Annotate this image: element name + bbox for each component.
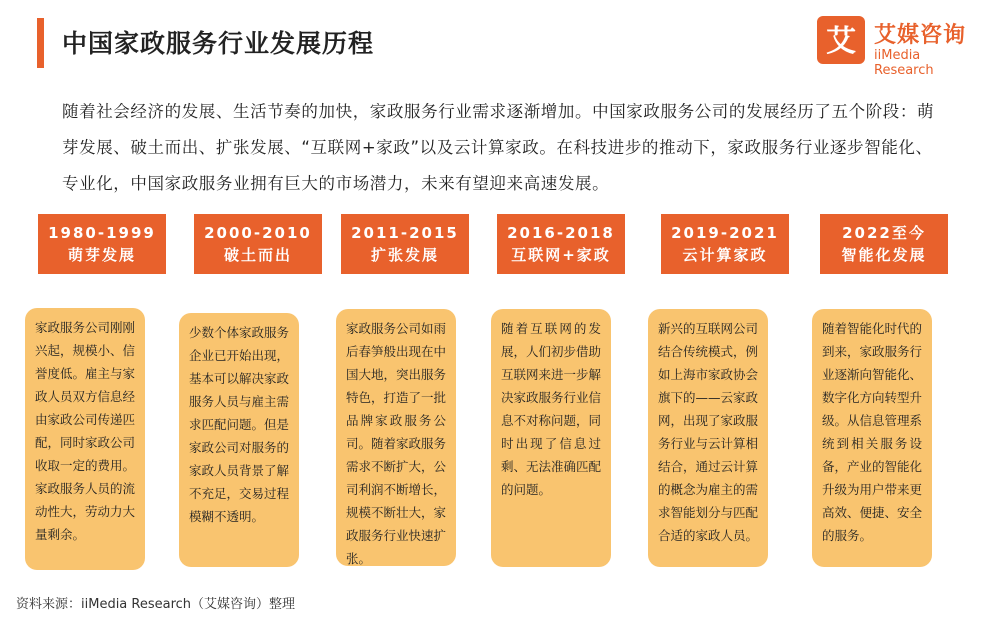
logo-name-en: iiMedia Research (874, 48, 934, 78)
stage-header-5 (661, 214, 789, 274)
stage-card-6: 随着智能化时代的到来，家政服务行业逐渐向智能化、数字化方向转型升级。从信息管理系统到相关服务设备，产业的智能化升级为用户带来更高效、便捷、安全的服务。 (812, 309, 932, 567)
stage-header-6 (820, 214, 948, 274)
page-title: 中国家政服务行业发展历程 (62, 29, 375, 58)
stage-card-4: 随着互联网的发展，人们初步借助互联网来进一步解决家政服务行业信息不对称问题，同时出现了信息过剩、无法准确匹配的问题。 (491, 309, 611, 567)
stage-period: 2016-2018 (507, 224, 615, 242)
stage-name: 破土而出 (223, 246, 292, 264)
stage-period: 2019-2021 (671, 224, 779, 242)
stage-period: 1980-1999 (48, 224, 156, 242)
stage-period: 2000-2010 (204, 224, 312, 242)
title-accent-bar (37, 18, 44, 68)
stage-name: 云计算家政 (682, 246, 768, 264)
stage-period: 2011-2015 (351, 224, 459, 242)
stage-header-1 (38, 214, 166, 274)
logo-mark-icon (817, 16, 865, 64)
stage-header-2 (194, 214, 322, 274)
stage-name: 扩张发展 (370, 246, 439, 264)
source-note: 资料来源：iiMedia Research（艾媒咨询）整理 (16, 597, 296, 612)
stage-period: 2022至今 (842, 224, 926, 242)
stage-card-2: 少数个体家政服务企业已开始出现，基本可以解决家政服务人员与雇主需求匹配问题。但是家政公司对服务的家政人员背景了解不充足，交易过程模糊不透明。 (179, 313, 299, 567)
stage-card-1: 家政服务公司刚刚兴起，规模小、信誉度低。雇主与家政人员双方信息经由家政公司传递匹配，同时家政公司收取一定的费用。家政服务人员的流动性大，劳动力大量剩余。 (25, 308, 145, 570)
brand-logo (817, 16, 977, 78)
stage-header-3 (341, 214, 469, 274)
logo-name-cn: 艾媒咨询 (874, 23, 967, 48)
stage-name: 智能化发展 (841, 246, 927, 264)
stage-card-5: 新兴的互联网公司结合传统模式，例如上海市家政协会旗下的——云家政网，出现了家政服务行业与云计算相结合，通过云计算的概念为雇主的需求智能划分与匹配合适的家政人员。 (648, 309, 768, 567)
svg-text:艾: 艾 (826, 24, 856, 59)
stage-header-4 (497, 214, 625, 274)
stage-name: 互联网+家政 (511, 246, 611, 264)
intro-paragraph: 随着社会经济的发展、生活节奏的加快，家政服务行业需求逐渐增加。中国家政服务公司的发展经历了五个阶段：萌芽发展、破土而出、扩张发展、“互联网+家政”以及云计算家政。在科技进步的推动下，家政服务行业逐步智能化、专业化，中国家政服务业拥有巨大的市场潜力，未来有望迎来高速发展。 (62, 102, 935, 193)
logo-glyph (821, 20, 861, 60)
stage-card-3: 家政服务公司如雨后春笋般出现在中国大地，突出服务特色，打造了一批品牌家政服务公司。随着家政服务需求不断扩大，公司利润不断增长，规模不断壮大，家政服务行业快速扩张。 (336, 309, 456, 566)
stage-name: 萌芽发展 (67, 246, 136, 264)
